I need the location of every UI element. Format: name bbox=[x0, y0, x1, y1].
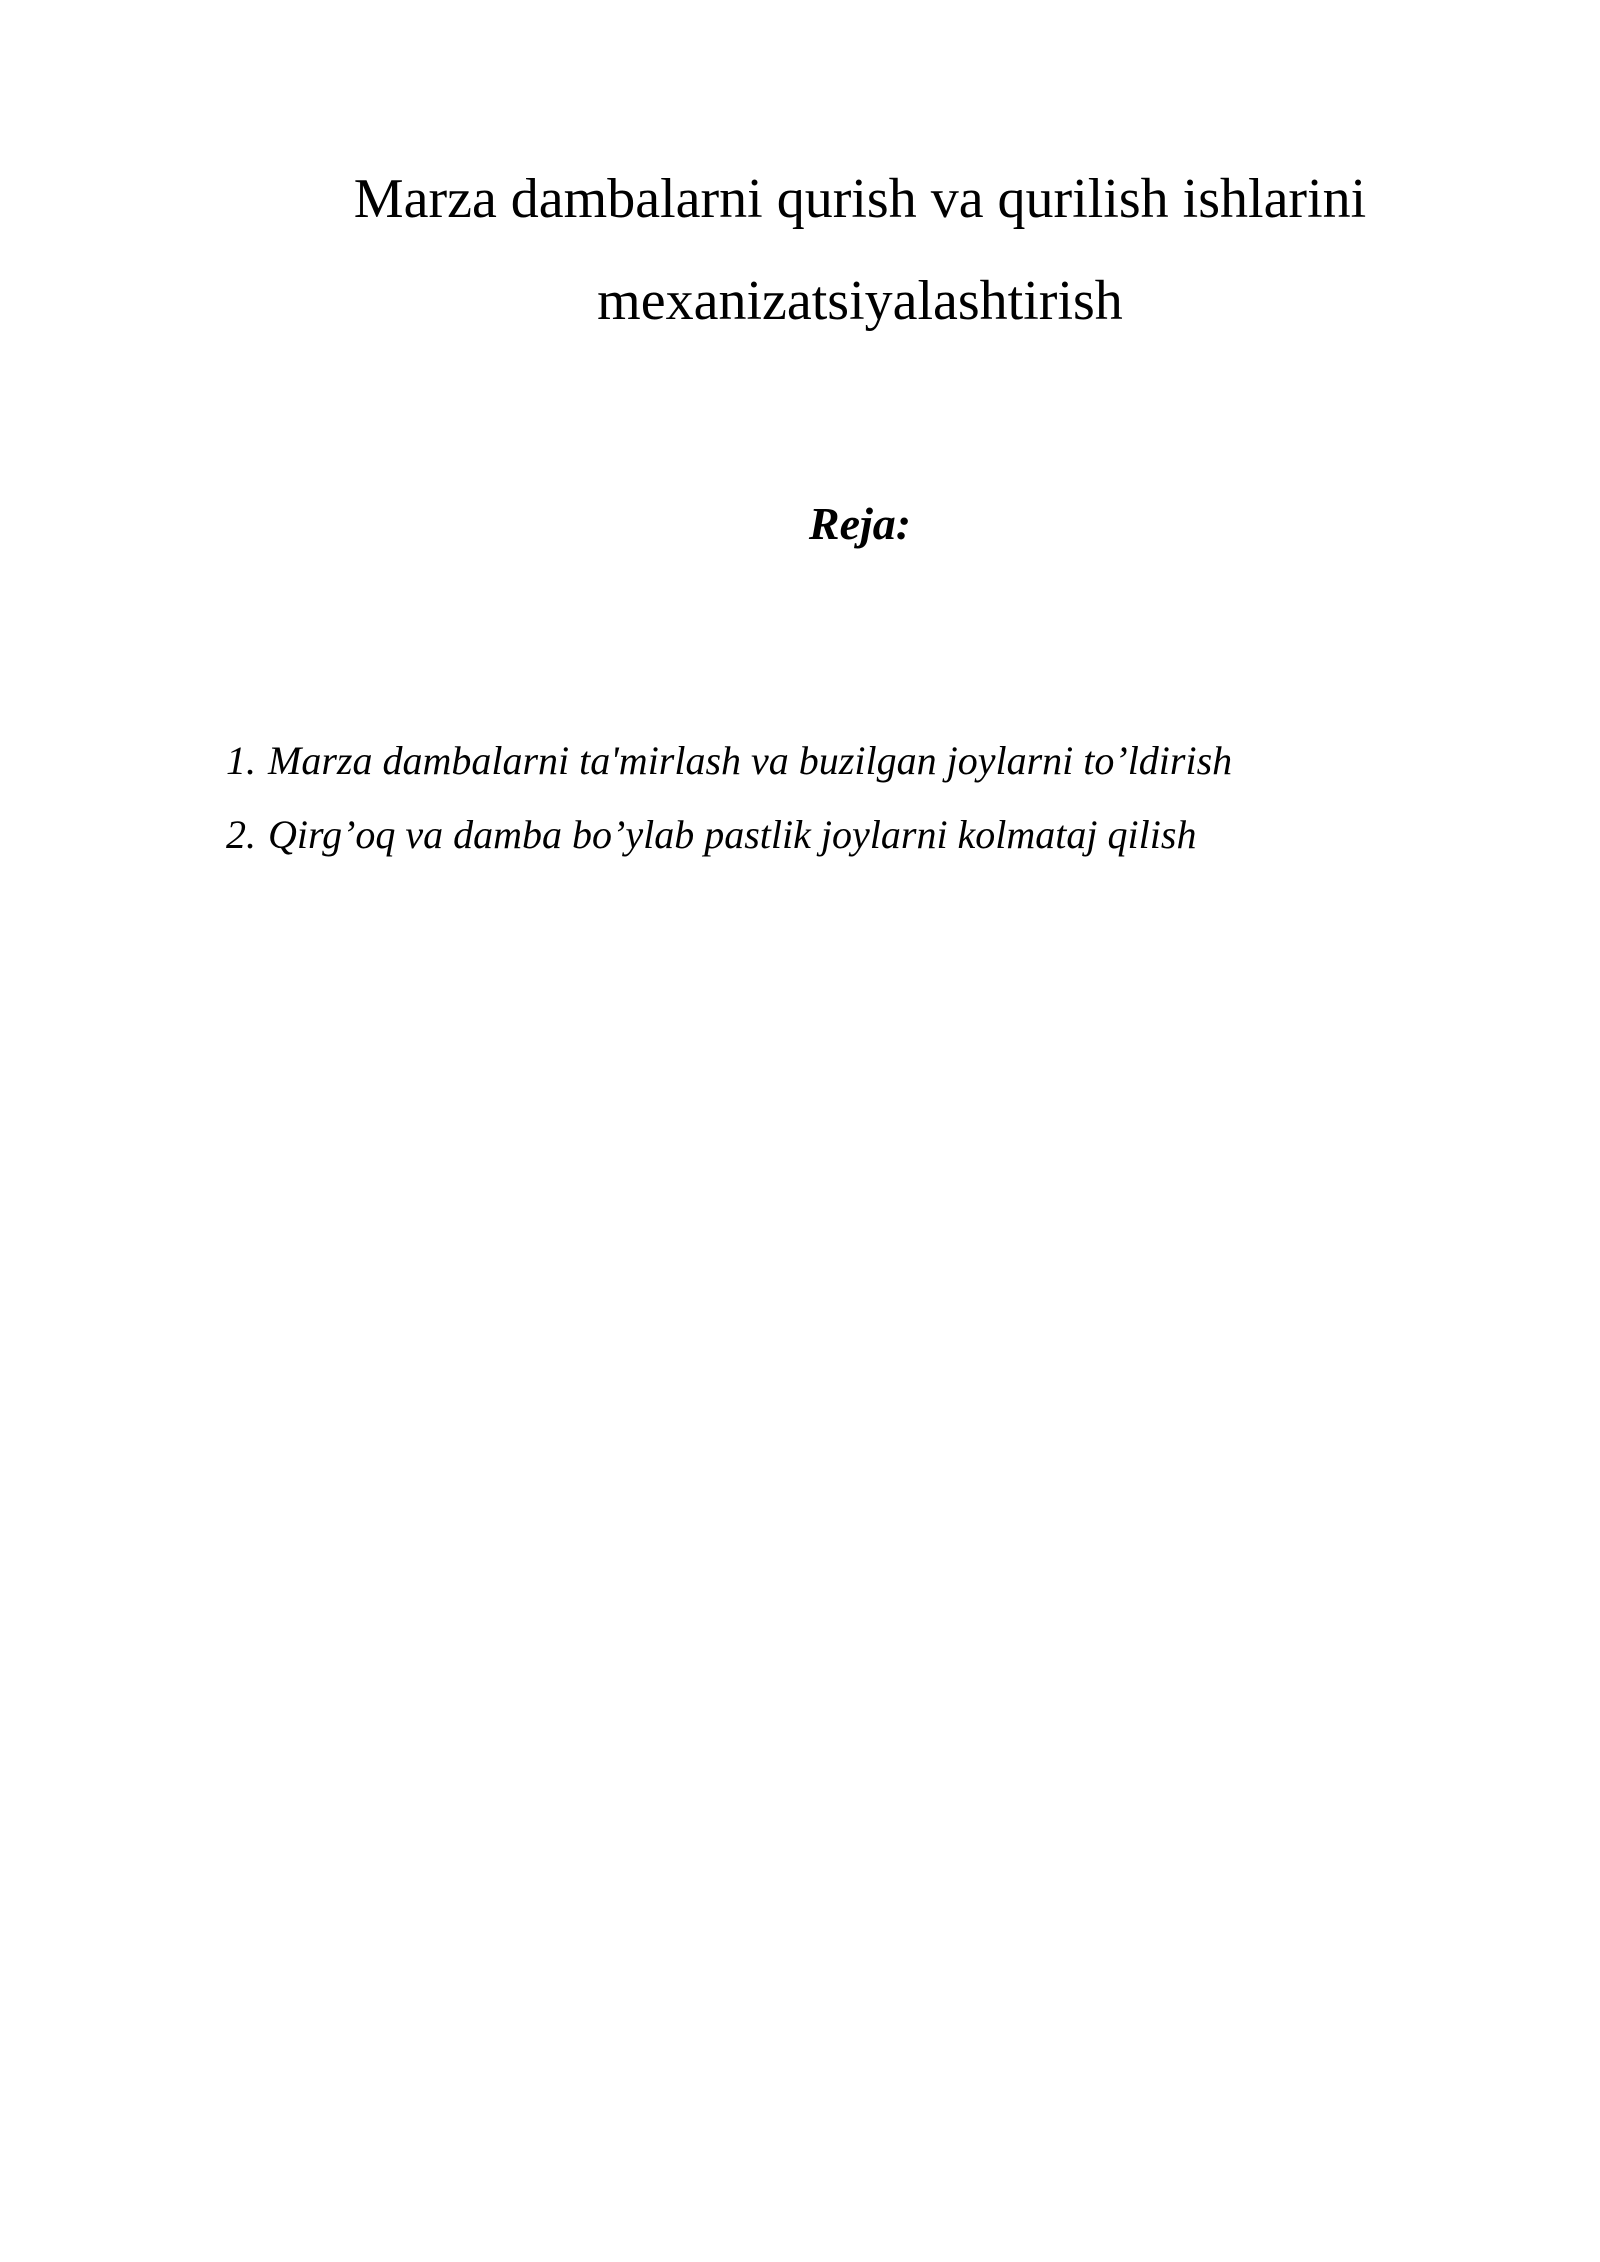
title-line-2: mexanizatsiyalashtirish bbox=[597, 270, 1123, 332]
document-title bbox=[260, 148, 1460, 352]
plan-item-text: Qirg’oq va damba bo’ylab pastlik joylarni kolmataj qilish bbox=[268, 812, 1197, 857]
title-line-1: Marza dambalarni qurish va qurilish ishlarini bbox=[353, 168, 1367, 230]
plan-list-item bbox=[226, 724, 1426, 798]
plan-item-number: 2. bbox=[226, 812, 256, 857]
plan-list bbox=[226, 724, 1426, 872]
plan-heading: Reja: bbox=[808, 498, 912, 549]
plan-item-number: 1. bbox=[226, 738, 256, 783]
plan-list-item bbox=[226, 798, 1426, 872]
plan-item-text: Marza dambalarni ta'mirlash va buzilgan joylarni to’ldirish bbox=[268, 738, 1233, 783]
